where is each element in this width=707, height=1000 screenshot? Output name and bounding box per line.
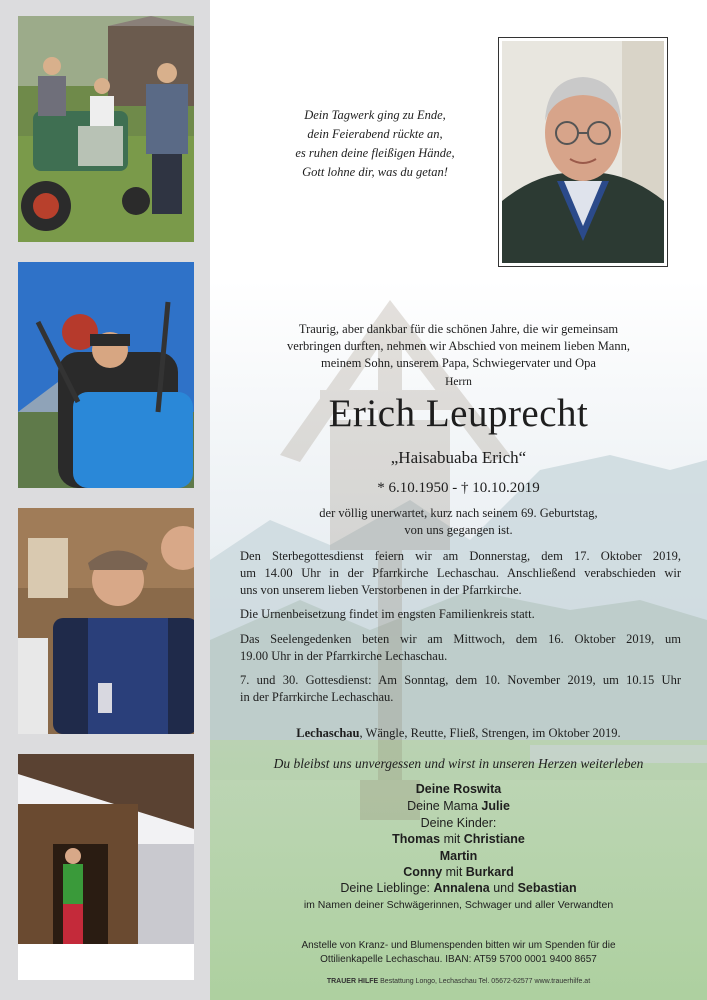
paragraph-line: Den Sterbegottesdienst feiern wir am Donnerstag, dem 17. Oktober 2019, [240,549,681,563]
family-child-2 [210,849,707,863]
family-relatives: im Namen deiner Schwägerinnen, Schwager und aller Verwandten [303,899,614,911]
paragraph-line: in der Pfarrkirche Lechaschau. [240,690,394,704]
poem-line: dein Feierabend rückte an, [307,127,443,141]
photo-strip [0,0,210,1000]
poem [250,106,500,182]
grandchild-name: Annalena [433,881,490,895]
intro-line: Traurig, aber dankbar für die schönen Jahre, die wir gemeinsam [298,322,619,336]
family-mother [210,799,707,813]
photo-paragliding [18,262,194,488]
life-dates: * 6.10.1950 - † 10.10.2019 [377,480,540,496]
partner-name: Christiane [463,832,525,846]
salutation: Herrn [445,376,472,388]
intro-line: verbringen durften, nehmen wir Abschied von meinem lieben Mann, [287,339,630,353]
child-name: Martin [439,849,478,863]
memorial-prayer-paragraph [240,631,681,665]
donation-line: Anstelle von Kranz- und Blumenspenden bitten wir um Spenden für die [301,940,616,951]
child-name: Conny [403,865,443,879]
paragraph-line: Die Urnenbeisetzung findet im engsten Familienkreis statt. [240,607,535,621]
motto: Du bleibst uns unvergessen und wirst in unseren Herzen weiterleben [273,756,644,771]
family-grandchildren [210,881,707,895]
mother-name: Julie [481,799,510,813]
wife-name: Deine Roswita [415,782,502,796]
paragraph-line: 19.00 Uhr in der Pfarrkirche Lechaschau. [240,649,448,663]
nickname: „Haisabuaba Erich“ [390,448,527,467]
funeral-home-details: Bestattung Longo, Lechaschau Tel. 05672-62577 www.trauerhilfe.at [378,978,591,985]
memorial-mass-paragraph [240,672,681,706]
photo-tractor [18,16,194,242]
funeral-home-signature [210,978,707,985]
urn-burial-paragraph [240,606,681,623]
funeral-service-paragraph [240,548,681,599]
poem-line: es ruhen deine fleißigen Hände, [295,146,455,160]
passing-text [210,505,707,539]
passing-line: von uns gegangen ist. [404,523,513,537]
portrait-photo [498,37,668,267]
poem-line: Dein Tagwerk ging zu Ende, [304,108,446,122]
child-name: Thomas [392,832,441,846]
obituary-main [210,0,707,1000]
family-child-3 [210,865,707,879]
family-wife [210,782,707,796]
family-child-1 [210,832,707,846]
place-date-line [210,726,707,741]
paragraph-line: uns von unserem lieben Verstorbenen in der Pfarrkirche. [240,583,522,597]
mother-prefix: Deine Mama [407,799,482,813]
intro-line: meinem Sohn, unserem Papa, Schwiegervater und Opa [321,356,596,370]
donation-line: Ottilienkapelle Lechaschau. IBAN: AT59 5700 0001 9400 8657 [320,954,597,965]
funeral-home-brand: TRAUER HILFE [326,978,379,985]
paragraph-line: Das Seelengedenken beten wir am Mittwoch, dem 16. Oktober 2019, um [240,632,681,646]
passing-line: der völlig unerwartet, kurz nach seinem 69. Geburtstag, [319,506,598,520]
family-children-label: Deine Kinder: [420,816,497,830]
photo-cabin [18,754,194,980]
photo-workshop [18,508,194,734]
intro-text [210,321,707,372]
mit-word: mit [440,832,464,846]
poem-line: Gott lohne dir, was du getan! [302,165,448,179]
place-town: Lechaschau [296,726,360,740]
mit-word: mit [442,865,466,879]
donation-note [210,939,707,967]
und-word: und [489,881,518,895]
partner-name: Burkard [465,865,514,879]
grandchild-name: Sebastian [517,881,577,895]
paragraph-line: um 14.00 Uhr in der Pfarrkirche Lechaschau. Anschließend verabschieden wir [240,566,681,580]
deceased-name: Erich Leuprecht [328,392,589,435]
grandchildren-label: Deine Lieblinge: [340,881,434,895]
place-rest: , Wängle, Reutte, Fließ, Strengen, im Oktober 2019. [359,726,621,740]
paragraph-line: 7. und 30. Gottesdienst: Am Sonntag, dem 10. November 2019, um 10.15 Uhr [240,673,681,687]
